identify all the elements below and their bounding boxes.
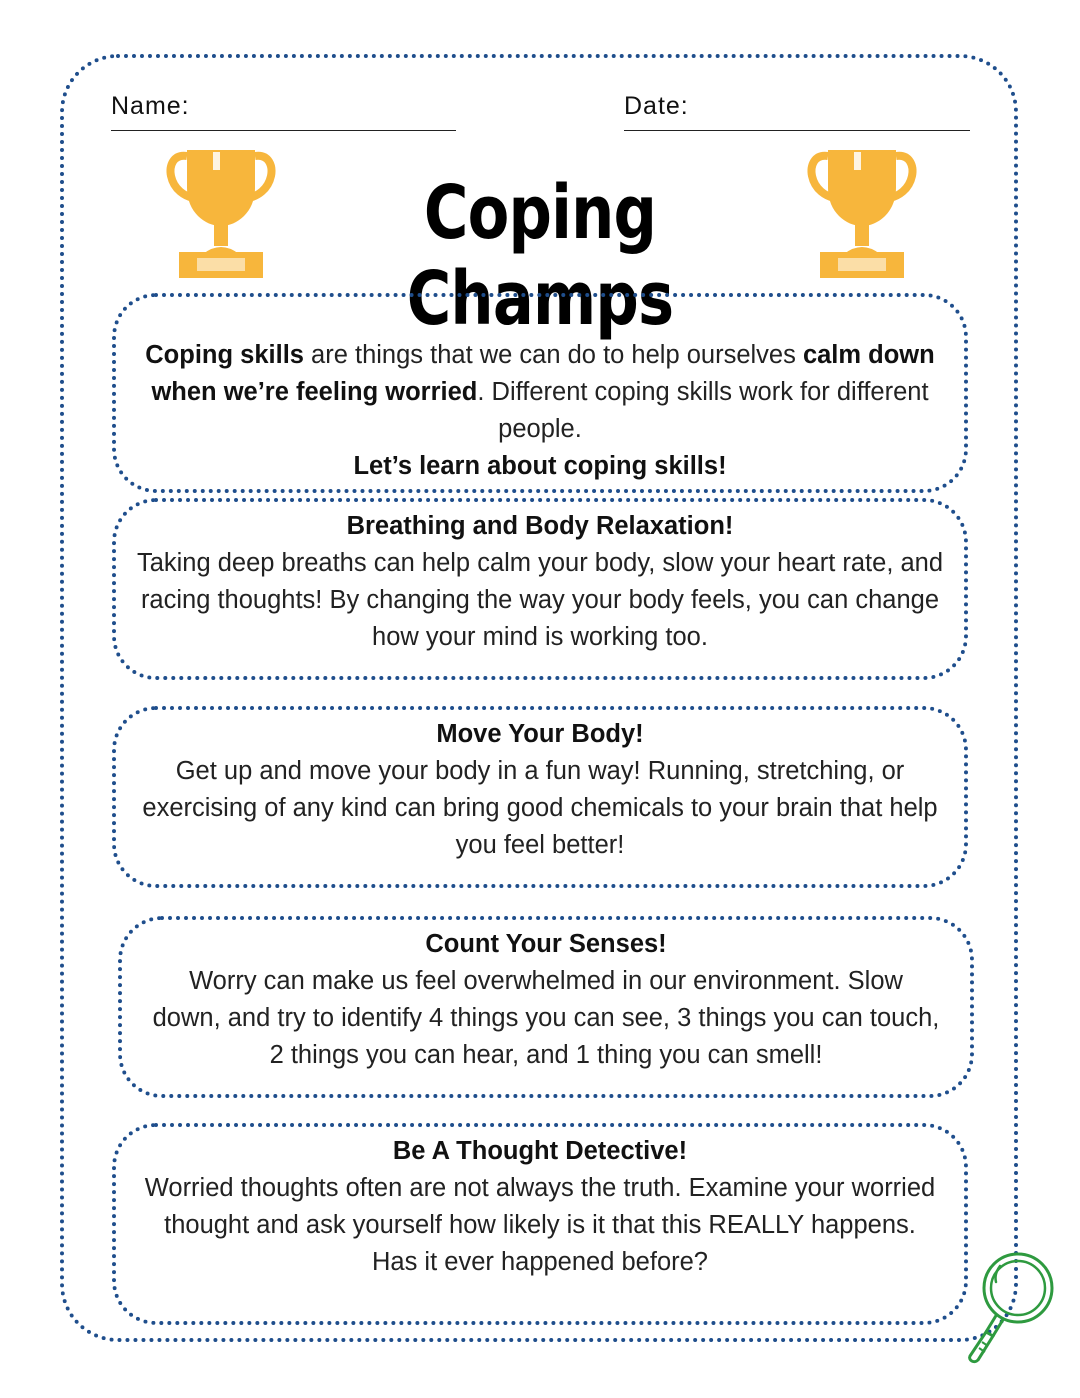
name-label: Name: xyxy=(111,92,190,120)
section-heading: Breathing and Body Relaxation! xyxy=(346,512,734,540)
section-card-move xyxy=(112,706,968,888)
intro-bold-term: Coping skills xyxy=(145,341,304,369)
intro-text xyxy=(130,337,950,448)
trophy-icon xyxy=(806,142,918,280)
section-card-detective xyxy=(112,1123,968,1325)
name-line[interactable] xyxy=(111,130,456,131)
date-label: Date: xyxy=(624,92,689,120)
section-body: Get up and move your body in a fun way! Running, stretching, or exercising of any kind can bring good chemicals to your brain that help you feel better! xyxy=(142,757,938,859)
section-body: Taking deep breaths can help calm your body, slow your heart rate, and racing thoughts! By changing the way your body feels, you can change how your mind is working too. xyxy=(136,549,944,651)
trophy-icon xyxy=(165,142,277,280)
section-card-breathing xyxy=(112,498,968,680)
section-body: Worried thoughts often are not always the truth. Examine your worried thought and ask yourself how likely is it that this REALLY happens. Has it ever happened before? xyxy=(144,1174,936,1276)
section-heading: Be A Thought Detective! xyxy=(392,1137,688,1165)
intro-text-part: . Different coping skills work for different people. xyxy=(477,378,929,443)
magnifying-glass-icon xyxy=(960,1246,1060,1366)
intro-closing: Let’s learn about coping skills! xyxy=(353,452,727,480)
intro-bold-phrase: calm down when we’re feeling worried xyxy=(151,341,935,406)
date-line[interactable] xyxy=(624,130,970,131)
section-heading: Count Your Senses! xyxy=(425,930,667,958)
intro-card xyxy=(112,293,968,493)
section-heading: Move Your Body! xyxy=(436,720,644,748)
section-card-senses xyxy=(118,916,974,1098)
section-body: Worry can make us feel overwhelmed in our environment. Slow down, and try to identify 4 things you can see, 3 things you can touch, 2 things you can hear, and 1 thing you can smell! xyxy=(152,967,940,1069)
page-title: Coping Champs xyxy=(406,170,674,342)
intro-text-part: are things that we can do to help ourselves xyxy=(303,341,803,369)
